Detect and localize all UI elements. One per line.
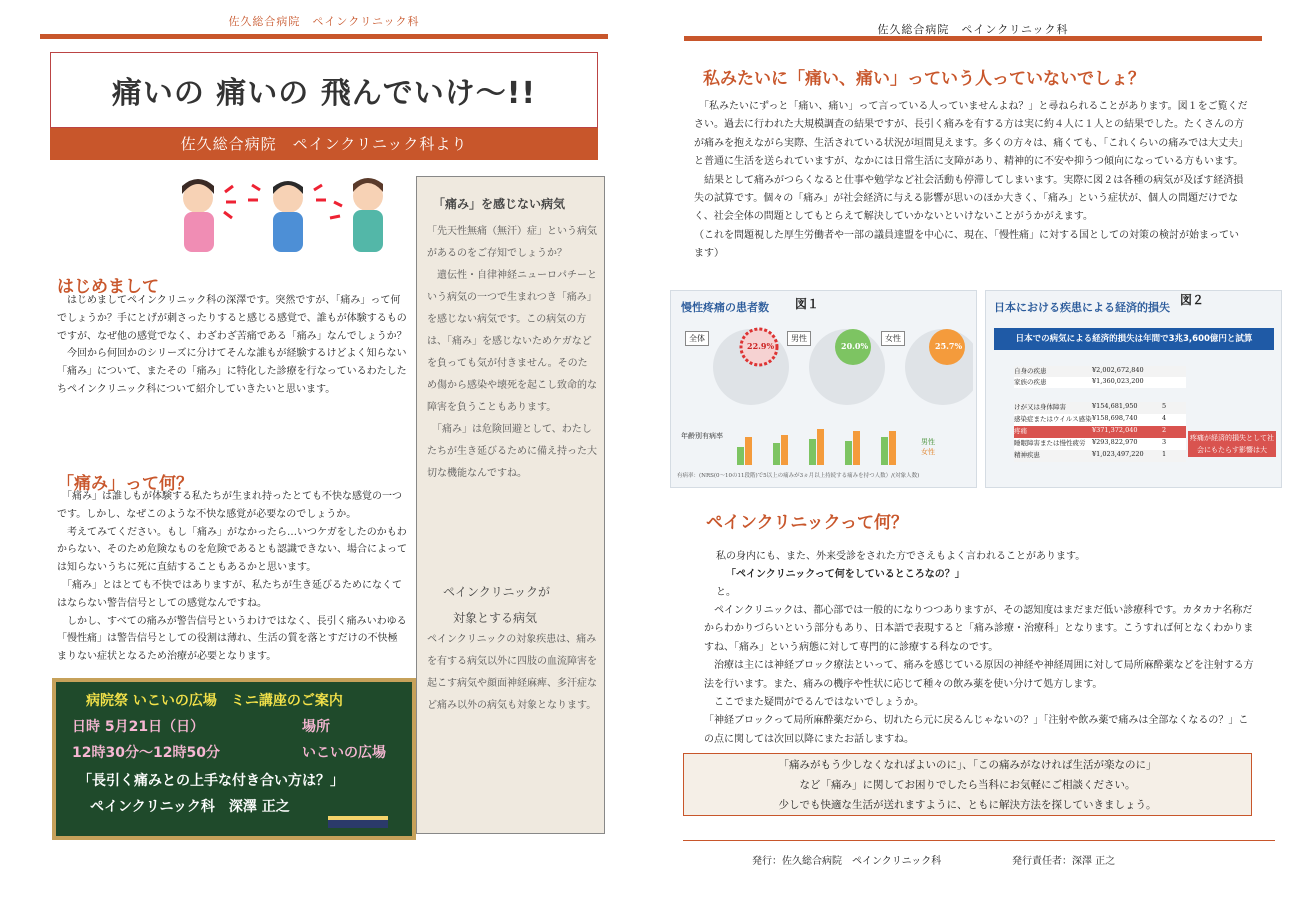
fig1-pie-row <box>677 317 973 417</box>
bar-male-30s <box>737 447 744 465</box>
event-date: 日時 5月21日（日） <box>72 719 205 735</box>
woman-back-pain-icon <box>330 178 383 252</box>
figure-2-economic-loss <box>985 290 1282 488</box>
figure-1-chronic-pain-patients <box>670 290 977 488</box>
bar-male-40-50 <box>809 439 816 465</box>
sidebar-body-painless-disease: 「先天性無痛（無汗）症」という病気があるのをご存知でしょうか？ 遺伝性・自律神経ニューロパチーという病気の一つで生まれつき「痛み」を感じない病気です。この病気の方は、「痛み」を感じないためケガなどを負っても気が付きません。そのため傷から感染や壊死を起こし致命的な障害を負うこともあります。 「痛み」は危険回避として、わたしたちが生き延びるために備え持った大切な機能なんですね。 <box>427 226 597 479</box>
people-in-pain-illustration <box>170 172 400 260</box>
fig2-row-rank: 4 <box>1162 414 1167 422</box>
fig2-heading: 日本における疾患による経済的損失 <box>994 301 1170 314</box>
event-time: 12時30分～12時50分 <box>72 745 220 761</box>
newsletter-title: 痛いの 痛いの 飛んでいけ～!! <box>111 76 537 111</box>
fig2-callout: 疼痛が経済的損失として社会にもたらす影響は大 <box>1188 431 1276 457</box>
left-header-rule <box>40 34 608 39</box>
eraser-icon <box>326 812 396 832</box>
sidebar-title-target-line2: 対象とする病気 <box>453 611 538 625</box>
pie-value-female: 25.7% <box>935 341 963 351</box>
footer-responsible: 発行責任者：深澤 正之 <box>1012 856 1116 867</box>
woman-neck-pain-icon <box>182 179 236 252</box>
fig2-row-value: ¥154,681,950 <box>1092 402 1138 410</box>
fig1-age-bar-chart <box>731 425 911 467</box>
fig2-row-value: ¥371,372,040 <box>1092 426 1138 434</box>
fig1-legend-male: 男性 <box>921 438 935 446</box>
section-body-hajimemashite: はじめましてペインクリニック科の深澤です。突然ですが、「痛み」って何でしょうか？手にとげが刺さったりすると感じる感覚で、誰もが体験するものですが、なぜ他の感覚でなく、わざわざ苦痛である「痛み」なんでしょうか？ 今回から何回かのシリーズに分けてそんな誰もが経験するけどよく知らない「痛み」について、またその「痛み」に特化した診療を行なっているわたしたちペインクリニック科について紹介していきたいと思います。 <box>57 295 407 395</box>
bar-female-30s <box>745 437 752 465</box>
fig2-row-value: ¥2,002,672,840 <box>1092 366 1144 374</box>
fig2-banner: 日本での病気による経済的損失は年間で3兆3,600億円と試算 <box>994 328 1274 350</box>
footer-rule <box>683 840 1275 841</box>
event-title: 病院祭 いこいの広場 ミニ講座のご案内 <box>86 693 343 709</box>
fig2-row <box>1014 377 1186 388</box>
newsletter-subtitle: 佐久総合病院 ペインクリニック科より <box>50 128 598 160</box>
pie-value-male: 20.0% <box>841 341 869 351</box>
newsletter-title-box <box>50 52 598 128</box>
fig2-row-name: 感染症またはウイルス感染 <box>1014 415 1092 423</box>
fig2-row-rank: 3 <box>1162 438 1167 446</box>
fig2-row-value: ¥158,698,740 <box>1092 414 1138 422</box>
right-section-body-2-intro: 私の身内にも、また、外来受診をされた方でさえもよく言われることがあります。 <box>706 551 1086 562</box>
bar-male-30-40 <box>773 443 780 465</box>
fig1-legend-female: 女性 <box>921 448 935 456</box>
callout-line-1: 「痛みがもう少しなくなればよいのに」、「この痛みがなければ生活が楽なのに」 <box>778 759 1157 771</box>
fig2-row-highlight <box>1014 426 1186 438</box>
fig2-row-value: ¥1,023,497,220 <box>1092 450 1144 458</box>
fig2-row-name: 精神疾患 <box>1014 451 1040 459</box>
bar-female-60 <box>889 431 896 465</box>
fig2-row-name: 疼痛 <box>1014 427 1027 435</box>
pie-label-male: 男性 <box>787 331 811 346</box>
fig1-note: 有病率：(NRS(0〜10の11段階)で5以上の痛みが3ヵ月以上持続する痛みを持つ人数）/(対象人数) <box>677 473 920 479</box>
right-section-title-1: 私みたいに「痛い、痛い」っていう人っていないでしょ？ <box>703 69 1145 89</box>
fig2-row-rank: 5 <box>1162 402 1167 410</box>
right-section-body-2-question: 「ペインクリニックって何をしているところなの？」 <box>726 569 965 580</box>
callout-line-3: 少しでも快適な生活が送れますように、ともに解決方法を探していきましょう。 <box>778 799 1157 811</box>
fig2-table <box>1014 366 1186 462</box>
left-header: 佐久総合病院 ペインクリニック科 <box>228 15 420 28</box>
event-speaker: ペインクリニック科 深澤 正之 <box>90 799 290 815</box>
event-place-label: 場所 <box>302 719 330 735</box>
bar-female-50-60 <box>853 431 860 465</box>
sidebar-body-target: ペインクリニックの対象疾患は、痛みを有する病気以外に四肢の血流障害を起こす病気や顔面神経麻痺、多汗症など痛み以外の病気も対象となります。 <box>427 634 597 711</box>
callout-line-2: など「痛み」に関してお困りでしたら当科にお気軽にご相談ください。 <box>799 779 1136 791</box>
bar-male-50-60 <box>845 441 852 465</box>
event-place: いこいの広場 <box>302 745 386 761</box>
right-section-title-2: ペインクリニックって何？ <box>706 513 908 533</box>
fig1-heading: 慢性疼痛の患者数 <box>681 301 769 314</box>
sidebar-column <box>416 176 605 834</box>
man-headache-icon <box>248 181 326 252</box>
right-section-body-2-to: と。 <box>716 587 736 598</box>
pie-value-total: 22.9% <box>747 341 775 351</box>
bar-male-60 <box>881 437 888 465</box>
fig2-row-rank: 2 <box>1162 426 1167 434</box>
fig2-row-name: けが又は身体障害 <box>1014 403 1066 411</box>
event-topic: 「長引く痛みとの上手な付き合い方は？」 <box>78 773 344 789</box>
fig2-row-name: 家族の疾患 <box>1014 378 1047 386</box>
fig2-row-rank: 1 <box>1162 450 1167 458</box>
fig2-row-name: 自身の疾患 <box>1014 367 1047 375</box>
footer-publisher: 発行：佐久総合病院 ペインクリニック科 <box>752 856 942 867</box>
right-header: 佐久総合病院 ペインクリニック科 <box>877 23 1069 36</box>
fig2-row-name: 睡眠障害または慢性疲労 <box>1014 439 1086 447</box>
fig1-age-label: 年齢別有病率 <box>681 432 723 440</box>
sidebar-title-painless-disease: 「痛み」を感じない病気 <box>433 197 566 211</box>
fig2-row-value: ¥1,360,023,200 <box>1092 377 1144 385</box>
section-title-hajimemashite: はじめまして <box>57 277 159 297</box>
bar-female-30-40 <box>781 435 788 465</box>
right-header-rule <box>684 36 1262 41</box>
consultation-callout <box>683 753 1252 816</box>
fig2-row <box>1014 402 1186 414</box>
section-title-what-is-pain: 「痛み」って何？ <box>57 474 193 494</box>
fig2-row-value: ¥293,822,970 <box>1092 438 1138 446</box>
sidebar-title-target-line1: ペインクリニックが <box>443 585 551 599</box>
event-chalkboard <box>52 678 416 840</box>
pie-label-total: 全体 <box>685 331 709 346</box>
fig2-row <box>1014 438 1186 450</box>
fig2-row <box>1014 414 1186 426</box>
pie-label-female: 女性 <box>881 331 905 346</box>
bar-female-40-50 <box>817 429 824 465</box>
section-body-what-is-pain: 「痛み」は誰しもが体験する私たちが生まれ持ったとても不快な感覚の一つです。しかし、なぜこのような不快な感覚が必要なのでしょうか。 考えてみてください。もし「痛み」がなかったら…いつケガをしたのかもわからない、そのため危険なものを危険であるとも認識できない、場合によっては知らないうちに死に直結することもあるかと思います。 「痛み」とはとても不快ではありますが、私たちが生き延びるためになくてはならない警告信号としての感覚なんですね。 しかし、すべての痛みが警告信号というわけではなく、長引く痛みいわゆる「慢性痛」は警告信号としての役割は薄れ、生活の質を落とすだけの不快極まりない症状となるため治療が必要となります。 <box>57 491 407 663</box>
fig1-label: 図１ <box>795 297 820 311</box>
fig2-row <box>1014 450 1186 462</box>
fig2-label: 図２ <box>1180 293 1205 307</box>
fig2-row <box>1014 366 1186 377</box>
right-section-body-2: ペインクリニックは、都心部では一般的になりつつありますが、その認知度はまだまだ低い診療科です。カタカナ名称だからわかりづらいという部分もあり、日本語で表現すると「痛み診療・治療科」となります。こうすれば何となくわかりますね、「痛み」という病態に対して専門的に診療する科なのです。 治療は主には神経ブロック療法といって、痛みを感じている原因の神経や神経周囲に対して局所麻酔薬などを注射する方法を行います。また、痛みの機序や性状に応じて種々の飲み薬を使い分けて処方します。 ここでまた疑問がでるんではないでしょうか。 「神経ブロックって局所麻酔薬だから、切れたら元に戻るんじゃないの？」「注射や飲み薬で痛みは全部なくなるの？」この点に関しては次回以降にまたお話しますね。 <box>704 605 1254 745</box>
right-section-body-1: 「私みたいにずっと「痛い、痛い」って言っている人っていませんよね？」と尋ねられることがあります。図１をご覧ください。過去に行われた大規模調査の結果ですが、長引く痛みを有する方は実に約４人に１人との結果でした。たくさんの方が痛みを抱えながら実際、生活されている状況が垣間見えます。多くの方々は、痛くても、「これくらいの痛みでは大丈夫」と普通に生活を送られていますが、なかには日常生活に支障があり、精神的に不安や抑うつ傾向になっている方もいます。 結果として痛みがつらくなると仕事や勉学など社会活動も停滞してしまいます。実際に図２は各種の病気が及ぼす経済損失の試算です。個々の「痛み」が社会経済に与える影響が思いのほか大きく、「痛み」という症状が、個人の問題だけでなく、社会全体の問題としてもとらえて解決していかないといけないことがうかがえます。 （これを問題視した厚生労働者や一部の議員達盟を中心に、現在、「慢性痛」に対する国としての対策の検討が始まっています） <box>694 101 1248 260</box>
